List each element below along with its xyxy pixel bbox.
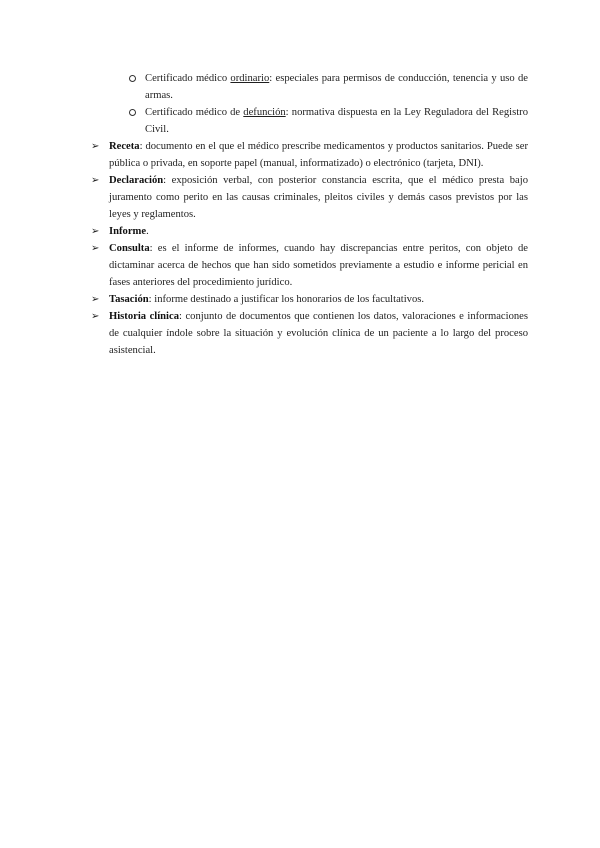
item-text: Certificado médico de (145, 107, 244, 118)
item-text: : normativa dispuesta en la Ley Reguladora del Registro Civil. (145, 107, 528, 135)
item-text: Certificado médico (145, 73, 231, 84)
bold-term: Historia clínica (109, 311, 180, 322)
arrow-bullet-icon: ➢ (91, 141, 100, 152)
arrow-bullet-icon: ➢ (91, 294, 100, 305)
item-text: : especiales para permisos de conducción, tenencia y uso de armas. (145, 73, 528, 101)
item-text: : conjunto de documentos que contienen los datos, valoraciones e informaciones de cualquier índole sobre la situación y evolución clínica de un paciente a lo largo del proceso asistencial. (109, 311, 528, 356)
circle-bullet-icon (129, 109, 136, 116)
bold-term: Tasación (109, 294, 149, 305)
list-item (91, 308, 528, 359)
bold-term: Consulta (109, 243, 150, 254)
bold-term: Declaración (109, 175, 164, 186)
arrow-bullet-icon: ➢ (91, 243, 100, 254)
list-item (91, 291, 528, 308)
sub-list-item (91, 104, 528, 138)
list-item (91, 223, 528, 240)
item-text: . (146, 226, 149, 237)
item-text: : es el informe de informes, cuando hay discrepancias entre peritos, con objeto de dictaminar acerca de hechos que han sido sometidos previamente a estudio e informe pericial en fases anteriores del procedimiento jurídico. (109, 243, 528, 288)
arrow-bullet-icon: ➢ (91, 226, 100, 237)
list-item (91, 172, 528, 223)
main-bullet-list (91, 138, 528, 359)
arrow-bullet-icon: ➢ (91, 175, 100, 186)
underlined-term: defunción (243, 107, 286, 118)
bold-term: Receta (109, 141, 140, 152)
list-item (91, 138, 528, 172)
item-text: : informe destinado a justificar los honorarios de los facultativos. (148, 294, 425, 305)
underlined-term: ordinario (230, 73, 270, 84)
sub-list-item (91, 70, 528, 104)
item-text: : exposición verbal, con posterior constancia escrita, que el médico presta bajo juramento como perito en las causas criminales, pleitos civiles y demás casos previstos por las leyes y reglamentos. (109, 175, 528, 220)
arrow-bullet-icon: ➢ (91, 311, 100, 322)
bold-term: Informe (109, 226, 147, 237)
list-item (91, 240, 528, 291)
sub-bullet-list (91, 70, 528, 138)
item-text: : documento en el que el médico prescribe medicamentos y productos sanitarios. Puede ser pública o privada, en soporte papel (manual, informatizado) o electrónico (tarjeta, DNI). (109, 141, 528, 169)
circle-bullet-icon (129, 75, 136, 82)
document-body (91, 70, 528, 359)
